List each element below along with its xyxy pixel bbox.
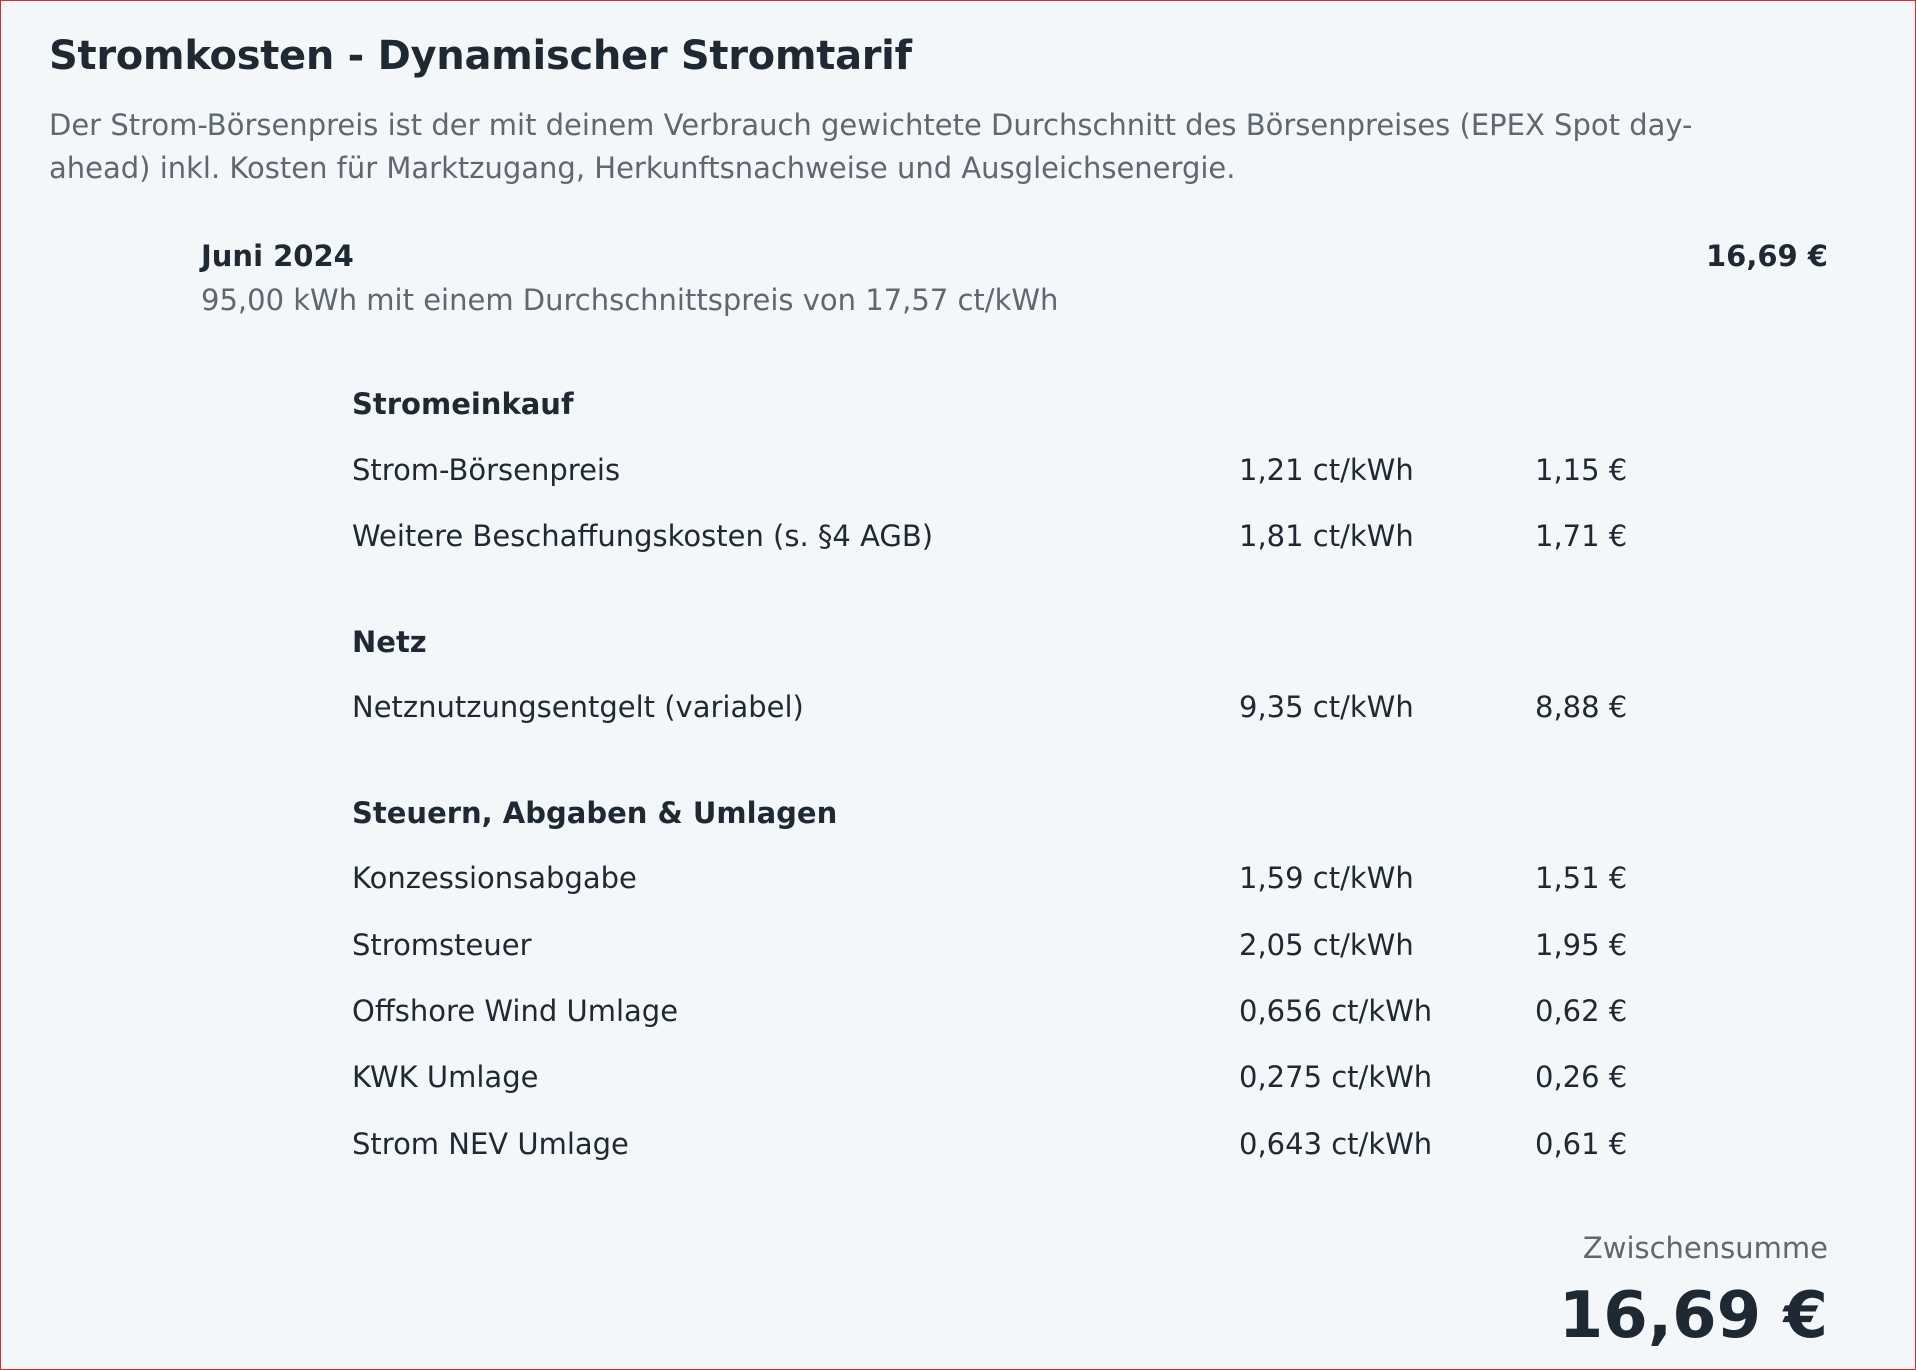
row-rate: 9,35 ct/kWh (1239, 690, 1414, 724)
row-label: Netznutzungsentgelt (variabel) (352, 690, 804, 724)
row-label: KWK Umlage (352, 1060, 539, 1094)
row-rate: 0,656 ct/kWh (1239, 994, 1433, 1028)
section-title-stromeinkauf: Stromeinkauf (352, 387, 574, 421)
row-rate: 0,643 ct/kWh (1239, 1127, 1433, 1161)
price-description: Der Strom-Börsenpreis ist der mit deinem Verbrauch gewichtete Durchschnitt des Börsenpreises (EPEX Spot day-ahead) inkl. Kosten für Marktzugang, Herkunftsnachweise und Ausgleichsenergie. (49, 108, 1693, 185)
row-rate: 1,81 ct/kWh (1239, 519, 1414, 553)
row-amount: 1,95 € (1535, 928, 1628, 962)
row-amount: 1,15 € (1535, 453, 1628, 487)
row-label: Strom-Börsenpreis (352, 453, 621, 487)
section-title-netz: Netz (352, 625, 427, 659)
row-amount: 0,62 € (1535, 994, 1628, 1028)
period-summary: 95,00 kWh mit einem Durchschnittspreis von 17,57 ct/kWh (201, 283, 1059, 317)
row-rate: 1,59 ct/kWh (1239, 861, 1414, 895)
row-label: Weitere Beschaffungskosten (s. §4 AGB) (352, 519, 934, 553)
row-rate: 1,21 ct/kWh (1239, 453, 1414, 487)
row-rate: 0,275 ct/kWh (1239, 1060, 1433, 1094)
row-amount: 8,88 € (1535, 690, 1628, 724)
row-label: Konzessionsabgabe (352, 861, 637, 895)
row-amount: 1,51 € (1535, 861, 1628, 895)
row-rate: 2,05 ct/kWh (1239, 928, 1414, 962)
period-label: Juni 2024 (201, 239, 354, 273)
row-label: Strom NEV Umlage (352, 1127, 629, 1161)
page-title: Stromkosten - Dynamischer Stromtarif (49, 33, 912, 79)
subtotal-label: Zwischensumme (1582, 1231, 1828, 1265)
row-label: Stromsteuer (352, 928, 532, 962)
row-amount: 0,61 € (1535, 1127, 1628, 1161)
row-amount: 0,26 € (1535, 1060, 1628, 1094)
subtotal-value: 16,69 € (1558, 1279, 1828, 1353)
section-title-steuern: Steuern, Abgaben & Umlagen (352, 796, 838, 830)
row-label: Offshore Wind Umlage (352, 994, 679, 1028)
row-amount: 1,71 € (1535, 519, 1628, 553)
period-total: 16,69 € (1705, 239, 1828, 273)
